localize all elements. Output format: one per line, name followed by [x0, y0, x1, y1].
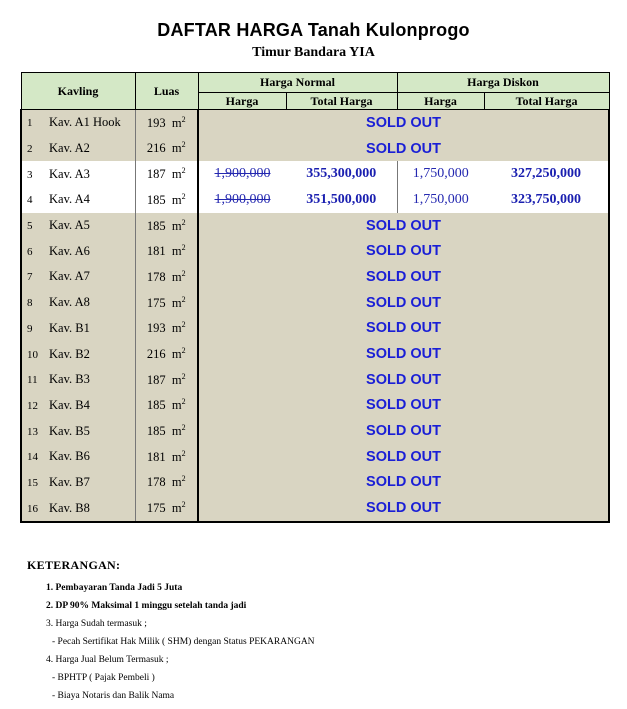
- cell-luas: [135, 444, 198, 470]
- note-line: 3. Harga Sudah termasuk ;: [46, 619, 147, 629]
- note-line: 4. Harga Jual Belum Termasuk ;: [46, 655, 169, 665]
- luas-unit-exponent: 2: [181, 423, 186, 433]
- total-normal: 355,300,000: [286, 161, 397, 187]
- luas-value: 181: [146, 244, 166, 259]
- luas-unit-exponent: 2: [181, 217, 186, 227]
- sold-out-label: SOLD OUT: [198, 238, 609, 264]
- cell-luas: [135, 264, 198, 290]
- cell-kavling: [21, 187, 135, 213]
- cell-luas: [135, 161, 198, 187]
- luas-unit: m: [171, 295, 182, 310]
- sold-out-label: SOLD OUT: [198, 470, 609, 496]
- table-row: [21, 110, 609, 136]
- luas-unit: m: [171, 192, 182, 207]
- cell-luas: [135, 341, 198, 367]
- luas-unit: m: [171, 244, 182, 259]
- row-number: 10: [27, 348, 38, 361]
- luas-unit-exponent: 2: [181, 371, 186, 381]
- luas-unit-exponent: 2: [181, 114, 186, 124]
- sold-out-label: SOLD OUT: [198, 393, 609, 419]
- column-group-harga-normal: Harga Normal: [198, 73, 397, 93]
- luas-value: 175: [146, 295, 166, 310]
- total-normal: 351,500,000: [286, 187, 397, 213]
- luas-unit: m: [171, 141, 182, 156]
- cell-luas: [135, 470, 198, 496]
- luas-unit: m: [171, 449, 182, 464]
- cell-luas: [135, 187, 198, 213]
- sold-out-label: SOLD OUT: [198, 367, 609, 393]
- luas-value: 185: [146, 218, 166, 233]
- cell-kavling: [21, 264, 135, 290]
- luas-unit-exponent: 2: [181, 191, 186, 201]
- cell-kavling: [21, 367, 135, 393]
- luas-unit-exponent: 2: [181, 243, 186, 253]
- cell-kavling: [21, 418, 135, 444]
- kavling-name: Kav. A6: [49, 243, 90, 258]
- sold-out-label: SOLD OUT: [198, 495, 609, 522]
- sold-out-label: SOLD OUT: [198, 290, 609, 316]
- luas-unit: m: [171, 167, 182, 182]
- table-header: [21, 73, 609, 110]
- table-row: [21, 213, 609, 239]
- row-number: 15: [27, 476, 38, 489]
- column-header-harga-diskon: Harga: [397, 93, 484, 110]
- luas-unit-exponent: 2: [181, 166, 186, 176]
- sold-out-label: SOLD OUT: [198, 418, 609, 444]
- harga-normal: 1,900,000: [198, 187, 286, 213]
- harga-diskon: 1,750,000: [397, 187, 484, 213]
- column-group-harga-diskon: Harga Diskon: [397, 73, 609, 93]
- luas-unit: m: [171, 475, 182, 490]
- kavling-name: Kav. A2: [49, 141, 90, 156]
- note-line: - Biaya Notaris dan Balik Nama: [52, 691, 175, 701]
- kavling-name: Kav. A7: [49, 269, 90, 284]
- luas-unit-exponent: 2: [181, 140, 186, 150]
- cell-luas: [135, 290, 198, 316]
- column-header-kavling: Kavling: [21, 73, 135, 110]
- cell-kavling: [21, 238, 135, 264]
- luas-unit-exponent: 2: [181, 397, 186, 407]
- cell-luas: [135, 367, 198, 393]
- table-row: [21, 264, 609, 290]
- luas-unit-exponent: 2: [181, 500, 186, 510]
- sold-out-label: SOLD OUT: [198, 444, 609, 470]
- kavling-name: Kav. B2: [49, 346, 90, 361]
- price-table: [20, 72, 610, 523]
- luas-value: 185: [146, 192, 166, 207]
- note-line: - Pecah Sertifikat Hak Milik ( SHM) dengan Status PEKARANGAN: [52, 637, 315, 647]
- cell-kavling: [21, 110, 135, 136]
- kavling-name: Kav. A4: [49, 192, 90, 207]
- row-number: 1: [27, 117, 33, 130]
- column-header-total-normal: Total Harga: [286, 93, 397, 110]
- notes-list: [27, 583, 315, 701]
- luas-unit-exponent: 2: [181, 294, 186, 304]
- cell-luas: [135, 418, 198, 444]
- luas-unit: m: [171, 270, 182, 285]
- luas-unit: m: [171, 398, 182, 413]
- cell-kavling: [21, 213, 135, 239]
- luas-value: 181: [146, 449, 166, 464]
- luas-unit-exponent: 2: [181, 268, 186, 278]
- luas-value: 193: [146, 115, 166, 130]
- luas-value: 193: [146, 321, 166, 336]
- luas-value: 185: [146, 424, 166, 439]
- table-row: [21, 393, 609, 419]
- harga-diskon: 1,750,000: [397, 161, 484, 187]
- cell-luas: [135, 495, 198, 522]
- luas-unit: m: [171, 424, 182, 439]
- notes-section: [27, 558, 315, 709]
- row-number: 9: [27, 322, 33, 335]
- cell-luas: [135, 110, 198, 136]
- row-number: 7: [27, 271, 33, 284]
- kavling-name: Kav. B4: [49, 397, 90, 412]
- luas-value: 187: [146, 372, 166, 387]
- table-row: [21, 341, 609, 367]
- sold-out-label: SOLD OUT: [198, 213, 609, 239]
- table-row: [21, 470, 609, 496]
- kavling-name: Kav. A3: [49, 166, 90, 181]
- luas-unit: m: [171, 347, 182, 362]
- luas-value: 187: [146, 167, 166, 182]
- note-line: 2. DP 90% Maksimal 1 minggu setelah tanda jadi: [46, 601, 247, 611]
- column-header-total-diskon: Total Harga: [484, 93, 609, 110]
- luas-unit: m: [171, 321, 182, 336]
- total-diskon: 323,750,000: [484, 187, 609, 213]
- row-number: 4: [27, 194, 33, 207]
- kavling-name: Kav. B8: [49, 500, 90, 515]
- total-diskon: 327,250,000: [484, 161, 609, 187]
- table-row: [21, 136, 609, 162]
- row-number: 2: [27, 143, 33, 156]
- row-number: 12: [27, 399, 38, 412]
- luas-value: 216: [146, 141, 166, 156]
- cell-kavling: [21, 444, 135, 470]
- sold-out-label: SOLD OUT: [198, 316, 609, 342]
- column-header-luas: Luas: [135, 73, 198, 110]
- luas-unit-exponent: 2: [181, 320, 186, 330]
- cell-luas: [135, 238, 198, 264]
- cell-kavling: [21, 341, 135, 367]
- luas-unit: m: [171, 501, 182, 516]
- notes-heading: KETERANGAN:: [27, 558, 121, 572]
- harga-normal: 1,900,000: [198, 161, 286, 187]
- column-header-harga-normal: Harga: [198, 93, 286, 110]
- sold-out-label: SOLD OUT: [198, 264, 609, 290]
- luas-value: 178: [146, 270, 166, 285]
- table-row: [21, 187, 609, 213]
- note-line: - BPHTP ( Pajak Pembeli ): [52, 673, 155, 683]
- table-row: [21, 238, 609, 264]
- row-number: 6: [27, 245, 33, 258]
- row-number: 8: [27, 297, 33, 310]
- cell-kavling: [21, 161, 135, 187]
- luas-value: 175: [146, 501, 166, 516]
- cell-kavling: [21, 470, 135, 496]
- luas-value: 178: [146, 475, 166, 490]
- luas-unit-exponent: 2: [181, 474, 186, 484]
- luas-unit: m: [171, 115, 182, 130]
- luas-value: 216: [146, 347, 166, 362]
- table-row: [21, 495, 609, 522]
- luas-unit: m: [171, 372, 182, 387]
- luas-unit-exponent: 2: [181, 448, 186, 458]
- kavling-name: Kav. A5: [49, 218, 90, 233]
- luas-unit: m: [171, 218, 182, 233]
- row-number: 11: [27, 374, 38, 387]
- table-row: [21, 316, 609, 342]
- kavling-name: Kav. B5: [49, 423, 90, 438]
- page-title: DAFTAR HARGA Tanah Kulonprogo: [157, 20, 470, 40]
- cell-luas: [135, 213, 198, 239]
- kavling-name: Kav. B3: [49, 372, 90, 387]
- row-number: 3: [27, 168, 33, 181]
- table-row: [21, 444, 609, 470]
- cell-kavling: [21, 495, 135, 522]
- kavling-name: Kav. B1: [49, 320, 90, 335]
- cell-kavling: [21, 316, 135, 342]
- luas-value: 185: [146, 398, 166, 413]
- cell-luas: [135, 393, 198, 419]
- row-number: 16: [27, 502, 38, 515]
- page-subtitle: Timur Bandara YIA: [252, 45, 375, 60]
- cell-kavling: [21, 393, 135, 419]
- row-number: 5: [27, 220, 33, 233]
- cell-luas: [135, 316, 198, 342]
- table-row: [21, 161, 609, 187]
- kavling-name: Kav. A1 Hook: [49, 115, 121, 130]
- kavling-name: Kav. A8: [49, 295, 90, 310]
- cell-luas: [135, 136, 198, 162]
- table-row: [21, 290, 609, 316]
- kavling-name: Kav. B6: [49, 449, 90, 464]
- row-number: 13: [27, 425, 38, 438]
- row-number: 14: [27, 451, 38, 464]
- table-body: [21, 110, 609, 523]
- sold-out-label: SOLD OUT: [198, 136, 609, 162]
- luas-unit-exponent: 2: [181, 345, 186, 355]
- table-row: [21, 367, 609, 393]
- cell-kavling: [21, 290, 135, 316]
- sold-out-label: SOLD OUT: [198, 110, 609, 136]
- note-line: 1. Pembayaran Tanda Jadi 5 Juta: [46, 583, 183, 593]
- sold-out-label: SOLD OUT: [198, 341, 609, 367]
- kavling-name: Kav. B7: [49, 474, 90, 489]
- table-row: [21, 418, 609, 444]
- cell-kavling: [21, 136, 135, 162]
